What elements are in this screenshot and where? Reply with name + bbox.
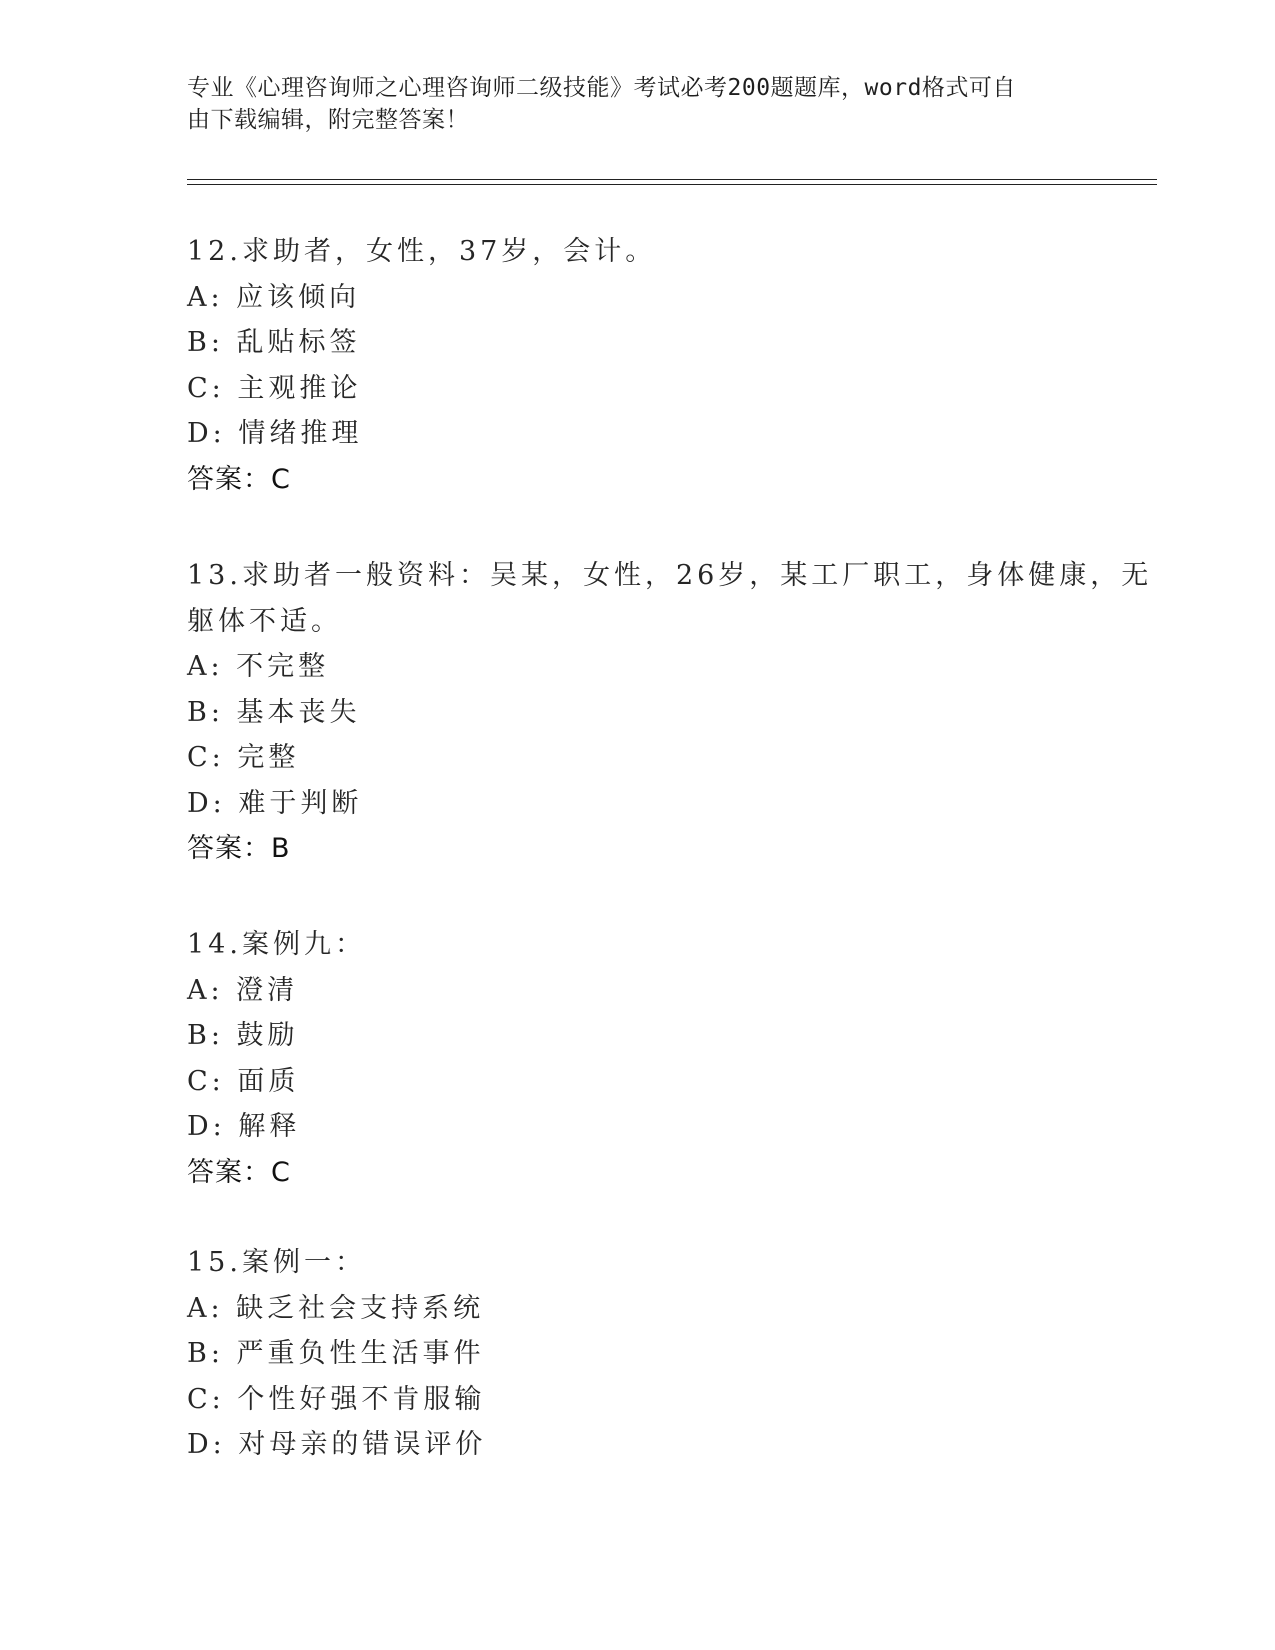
answer: 答案：C (187, 1156, 291, 1188)
header-line-2: 由下载编辑，附完整答案！ (187, 107, 469, 133)
header-line-1: 专业《心理咨询师之心理咨询师二级技能》考试必考200题题库，word格式可自 (187, 75, 1016, 101)
answer: 答案：B (187, 833, 291, 864)
question-15 (187, 1240, 1087, 1468)
header-divider-bottom (187, 184, 1157, 185)
document-header (187, 72, 1067, 136)
question-stem: 12.求助者，女性，37岁，会计。 (187, 236, 657, 267)
option-a: A: 不完整 (187, 651, 330, 682)
question-14 (187, 922, 1087, 1195)
question-13 (187, 553, 1153, 872)
option-d: D: 难于判断 (187, 787, 363, 819)
question-stem-line-1: 13.求助者一般资料：吴某，女性，26岁，某工厂职工，身体健康，无 (187, 560, 1153, 591)
option-a: A: 应该倾向 (187, 281, 361, 313)
question-stem-line-2: 躯体不适。 (187, 605, 342, 637)
option-d: D: 情绪推理 (187, 418, 363, 449)
option-a: A: 澄清 (187, 974, 299, 1006)
option-c: C: 完整 (187, 742, 300, 773)
option-d: D: 解释 (187, 1111, 301, 1142)
option-c: C: 主观推论 (187, 372, 362, 404)
answer: 答案：C (187, 463, 291, 495)
option-c: C: 面质 (187, 1065, 300, 1097)
option-b: B: 鼓励 (187, 1020, 299, 1051)
option-a: A: 缺乏社会支持系统 (187, 1292, 485, 1324)
header-divider-top (187, 179, 1157, 180)
question-12 (187, 229, 1087, 502)
question-stem: 15.案例一： (187, 1247, 366, 1278)
option-d: D: 对母亲的错误评价 (187, 1429, 487, 1460)
option-b: B: 乱贴标签 (187, 327, 361, 358)
option-c: C: 个性好强不肯服输 (187, 1383, 486, 1415)
option-b: B: 严重负性生活事件 (187, 1338, 485, 1369)
option-b: B: 基本丧失 (187, 696, 361, 728)
question-stem: 14.案例九： (187, 929, 366, 960)
